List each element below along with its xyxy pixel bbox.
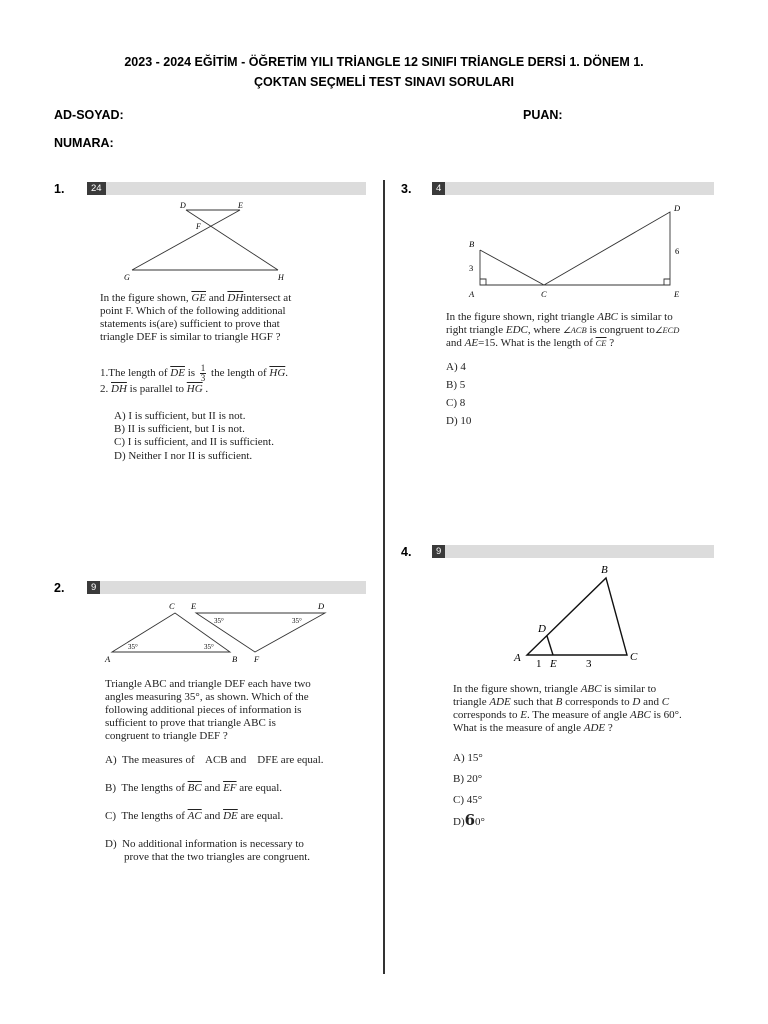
q4-number: 4. xyxy=(401,545,412,559)
q4-badge: 9 xyxy=(432,545,445,558)
name-label: AD-SOYAD: xyxy=(54,108,124,122)
q3-length-ab: 3 xyxy=(469,263,474,273)
q4-seg-de xyxy=(547,636,553,655)
q3-right-angle-a xyxy=(480,279,486,285)
q4-length-ae: 1 xyxy=(536,658,542,670)
q2-label-a: A xyxy=(105,654,111,664)
exam-title-line1: 2023 - 2024 EĞİTİM - ÖĞRETİM YILI TRİANGLE 12 SINIFI TRİANGLE DERSİ 1. DÖNEM 1. xyxy=(124,55,644,69)
q2-label-d: D xyxy=(318,601,325,611)
q1-label-e: E xyxy=(238,201,243,210)
q4-option-c[interactable]: C) 45° xyxy=(453,794,483,806)
q4-label-b: B xyxy=(601,564,608,576)
q3-length-de: 6 xyxy=(675,246,680,256)
q1-option-d[interactable]: D) Neither I nor II is sufficient. xyxy=(114,450,253,462)
q1-seg-eg xyxy=(132,210,240,270)
q1-option-b[interactable]: B) II is sufficient, but I is not. xyxy=(114,423,245,435)
q2-header-bar xyxy=(87,581,366,594)
q4-label-d: D xyxy=(538,623,546,635)
q3-stem: In the figure shown, right triangle ABC is similar to right triangle EDC, where ∠ACB is congruent to∠ECD and AE=15. What is the length of $\overline{CE}$ ? xyxy=(446,311,680,349)
q1-seg-dh xyxy=(186,210,278,270)
q3-option-b[interactable]: B) 5 xyxy=(446,379,466,391)
q2-angle-d: 35° xyxy=(292,617,302,625)
q1-label-h: H xyxy=(278,273,284,282)
q1-option-a[interactable]: A) I is sufficient, but II is not. xyxy=(114,410,246,422)
column-divider xyxy=(383,180,385,974)
q1-fraction: $\frac{1}{3}$ xyxy=(200,363,206,383)
q3-triangle-edc xyxy=(544,212,670,285)
q2-angle-b: 35° xyxy=(204,643,214,651)
q4-triangle-abc xyxy=(527,578,627,655)
q2-label-e: E xyxy=(191,601,197,611)
q4-option-b[interactable]: B) 20° xyxy=(453,773,483,785)
q2-label-f: F xyxy=(254,654,260,664)
q2-angle-a: 35° xyxy=(128,643,138,651)
q2-number: 2. xyxy=(54,581,65,595)
q3-option-a[interactable]: A) 4 xyxy=(446,361,466,373)
q1-label-f: F xyxy=(196,222,201,231)
score-label: PUAN: xyxy=(523,108,563,122)
q1-badge: 24 xyxy=(87,182,106,195)
q4-length-ec: 3 xyxy=(586,658,592,670)
q4-option-d[interactable]: D)60° xyxy=(453,811,485,829)
q2-angle-e: 35° xyxy=(214,617,224,625)
q1-label-d: D xyxy=(180,201,186,210)
q3-badge: 4 xyxy=(432,182,445,195)
q3-label-d: D xyxy=(674,203,681,213)
q2-stem: Triangle ABC and triangle DEF each have two angles measuring 35°, as shown. Which of the following additional pieces of information is sufficient to prove that triangle ABC is congruent to triangle DEF ? xyxy=(105,678,311,742)
q1-statement-1: 1.The length of $\overline{DE}$ is $\frac{1}{3}$ the length of $\overline{HG}$. xyxy=(100,363,289,383)
q1-figure xyxy=(110,198,300,288)
q4-label-a: A xyxy=(514,652,521,664)
q4-option-a[interactable]: A) 15° xyxy=(453,752,483,764)
q4-header-bar xyxy=(432,545,714,558)
q4-label-c: C xyxy=(630,651,638,663)
q1-header-bar xyxy=(87,182,366,195)
q3-triangle-abc xyxy=(480,250,544,285)
q2-badge: 9 xyxy=(87,581,100,594)
q1-option-c[interactable]: C) I is sufficient, and II is sufficient. xyxy=(114,436,274,448)
q3-label-c: C xyxy=(541,289,547,299)
q3-label-e: E xyxy=(674,289,680,299)
q3-right-angle-e xyxy=(664,279,670,285)
q2-label-b: B xyxy=(232,654,238,664)
q3-figure xyxy=(460,198,690,303)
q1-statement-2: 2. $\overline{DH}$ is parallel to $\overline{HG}$ . xyxy=(100,383,209,395)
q3-header-bar xyxy=(432,182,714,195)
q4-handwritten-digit: 6 xyxy=(464,811,476,829)
q2-option-b[interactable]: B) The lengths of $\overline{BC}$ and $\overline{EF}$ are equal. xyxy=(105,782,283,794)
q4-label-e: E xyxy=(550,658,557,670)
q4-stem: In the figure shown, triangle ABC is similar to triangle ADE such that B corresponds to D and C corresponds to E. The measure of angle ABC is 60°. What is the measure of angle ADE ? xyxy=(453,683,682,734)
q1-number: 1. xyxy=(54,182,65,196)
q2-option-c[interactable]: C) The lengths of $\overline{AC}$ and $\overline{DE}$ are equal. xyxy=(105,810,284,822)
exam-title-line2: ÇOKTAN SEÇMELİ TEST SINAVI SORULARI xyxy=(254,75,514,89)
q3-option-c[interactable]: C) 8 xyxy=(446,397,466,409)
q2-option-d[interactable]: D) No additional information is necessary to prove that the two triangles are congruent. xyxy=(105,838,311,863)
q3-number: 3. xyxy=(401,182,412,196)
q1-label-g: G xyxy=(124,273,130,282)
q3-label-a: A xyxy=(469,289,475,299)
q1-stem: In the figure shown, $\overline{GE}$ and $\overline{DH}intersect$ at point F. Which of the following additional statements is(are) sufficient to prove that triangle DEF is similar to triangle HGF ? xyxy=(100,292,292,343)
number-label: NUMARA: xyxy=(54,136,114,150)
q2-label-c: C xyxy=(169,601,175,611)
q2-figure xyxy=(100,597,340,669)
q2-option-a[interactable]: A) The measures of ACB and DFE are equal. xyxy=(105,754,324,766)
q3-label-b: B xyxy=(469,239,475,249)
q3-option-d[interactable]: D) 10 xyxy=(446,415,472,427)
q4-figure xyxy=(505,560,655,672)
